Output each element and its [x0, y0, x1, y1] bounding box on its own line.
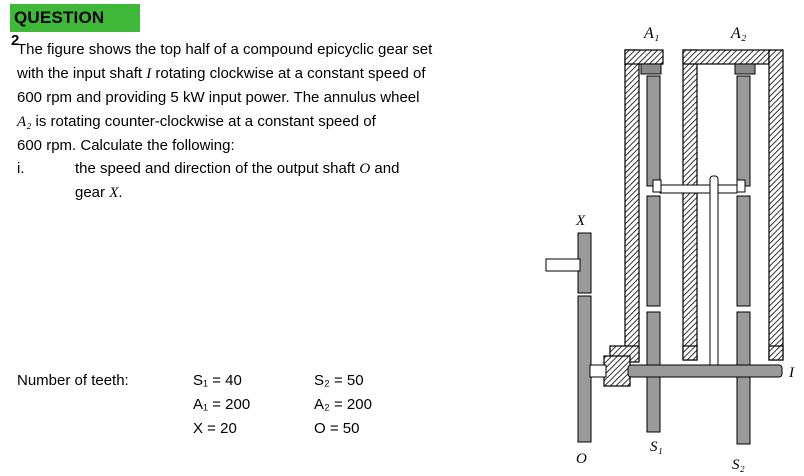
problem-line: 600 rpm and providing 5 kW input power. The annulus wheel — [17, 89, 420, 106]
label-o: O — [576, 451, 587, 467]
item-number: i. — [17, 160, 25, 177]
carrier-arm — [710, 176, 718, 374]
question-badge-label: QUESTION — [14, 8, 105, 27]
output-gear-o — [578, 296, 591, 442]
teeth-value: A₁ = 200 — [193, 396, 251, 413]
teeth-value: O = 50 — [314, 420, 360, 437]
teeth-value: S₂ = 50 — [314, 372, 364, 389]
label-x: X — [576, 213, 586, 229]
annulus-a2-housing — [683, 50, 783, 360]
carrier-tab-right — [737, 180, 745, 192]
planet-pin — [660, 185, 737, 193]
question-number: 2 — [11, 32, 20, 49]
label-a2: A₂ — [731, 25, 747, 42]
annulus-a1-teeth — [641, 64, 661, 74]
input-shaft — [628, 365, 782, 377]
label-s1: S₁ — [650, 439, 663, 455]
annulus-a2-teeth — [735, 64, 755, 74]
problem-line: A₂ is rotating counter-clockwise at a constant speed of — [17, 113, 376, 130]
item-text: the speed and direction of the output shaft O and gear X. — [75, 160, 400, 201]
gear-x-variable: X — [109, 185, 119, 201]
output-shaft — [590, 365, 606, 377]
carrier-tab-left — [653, 180, 661, 192]
label-a1: A₁ — [644, 25, 660, 42]
label-s2: S₂ — [732, 457, 745, 473]
label-i: I — [789, 365, 794, 381]
teeth-label: Number of teeth: — [17, 372, 129, 389]
gear-x-shaft — [546, 259, 580, 271]
input-shaft-variable: I — [146, 66, 152, 82]
problem-line: The figure shows the top half of a compound epicyclic gear set — [17, 41, 433, 58]
teeth-value: A₂ = 200 — [314, 396, 372, 413]
problem-line: with the input shaft I rotating clockwise at a constant speed of — [17, 65, 426, 82]
teeth-value: X = 20 — [193, 420, 237, 437]
sun-gear-s2 — [737, 312, 750, 444]
problem-line: 600 rpm. Calculate the following: — [17, 137, 235, 154]
annulus-variable: A₂ — [17, 114, 32, 130]
teeth-value: S₁ = 40 — [193, 372, 242, 389]
output-shaft-variable: O — [359, 161, 371, 177]
